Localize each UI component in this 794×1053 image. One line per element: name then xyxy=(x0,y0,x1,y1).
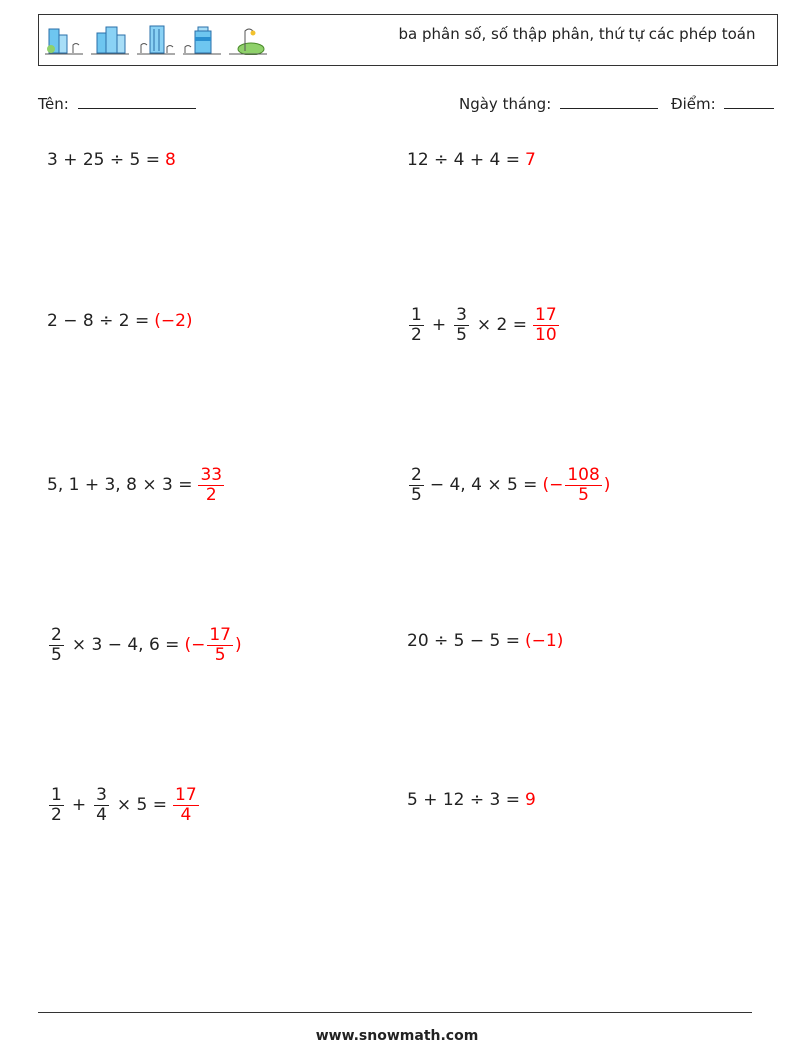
problem-6 xyxy=(407,466,610,504)
problem-answer: (−1) xyxy=(525,631,564,651)
problem-expr: 20 ÷ 5 − 5 = xyxy=(407,631,521,651)
problem-3 xyxy=(47,311,193,331)
name-label: Tên: xyxy=(38,95,69,113)
fraction: $\frac{2}{5}$ xyxy=(411,465,422,505)
plus-sign: + xyxy=(71,795,87,816)
problem-expr: 12 ÷ 4 + 4 = xyxy=(407,150,521,170)
date-blank[interactable] xyxy=(560,94,658,109)
worksheet-title: ba phân số, số thập phân, thứ tự các phép toán xyxy=(398,25,756,43)
problem-answer: 7 xyxy=(525,150,536,170)
problem-expr: 5 + 12 ÷ 3 = xyxy=(407,790,521,810)
problem-expr: × 3 − 4, 6 = xyxy=(71,635,180,656)
problem-5 xyxy=(47,466,226,504)
answer-fraction: $\frac{17}{10}$ xyxy=(535,305,557,345)
problem-answer: (− $\frac{108}{5}$ ) xyxy=(542,465,611,505)
apartment-icon xyxy=(183,23,221,55)
problem-expr: × 5 = xyxy=(116,795,168,816)
date-label: Ngày tháng: xyxy=(459,95,552,113)
problem-answer: (−2) xyxy=(154,311,193,331)
buildings-icon xyxy=(45,23,83,55)
problem-expr: − 4, 4 × 5 = xyxy=(429,475,538,496)
fraction: $\frac{2}{5}$ xyxy=(51,625,62,665)
problem-9 xyxy=(47,786,201,824)
problem-expr: 2 − 8 ÷ 2 = xyxy=(47,311,150,331)
worksheet-header xyxy=(38,14,778,66)
problem-answer: 8 xyxy=(165,150,176,170)
problem-expr: 5, 1 + 3, 8 × 3 = xyxy=(47,475,193,496)
header-icons xyxy=(45,23,267,55)
score-label: Điểm: xyxy=(671,95,716,113)
score-blank[interactable] xyxy=(724,94,774,109)
answer-fraction: $\frac{17}{4}$ xyxy=(175,785,197,825)
problem-7 xyxy=(47,626,242,664)
park-icon xyxy=(229,23,267,55)
score-field xyxy=(671,94,774,113)
name-blank[interactable] xyxy=(78,94,196,109)
problem-2 xyxy=(407,150,536,170)
problem-4 xyxy=(407,306,561,344)
date-field xyxy=(459,94,658,113)
fraction: $\frac{1}{2}$ xyxy=(51,785,62,825)
problem-8 xyxy=(407,631,563,651)
problem-expr: × 2 = xyxy=(476,315,528,336)
problem-answer: 9 xyxy=(525,790,536,810)
skyscraper-icon xyxy=(137,23,175,55)
footer-divider xyxy=(38,1012,752,1013)
name-field xyxy=(38,94,196,113)
problem-10 xyxy=(407,790,536,810)
answer-fraction: $\frac{33}{2}$ xyxy=(200,465,223,505)
fraction: $\frac{1}{2}$ xyxy=(411,305,422,345)
problem-expr: 3 + 25 ÷ 5 = xyxy=(47,150,161,170)
footer-url[interactable]: www.snowmath.com xyxy=(315,1028,479,1044)
fraction: $\frac{3}{4}$ xyxy=(96,785,107,825)
fraction: $\frac{3}{5}$ xyxy=(456,305,467,345)
problem-answer: (− $\frac{17}{5}$ ) xyxy=(184,625,242,665)
problem-1 xyxy=(47,150,176,170)
plus-sign: + xyxy=(431,315,447,336)
office-towers-icon xyxy=(91,23,129,55)
